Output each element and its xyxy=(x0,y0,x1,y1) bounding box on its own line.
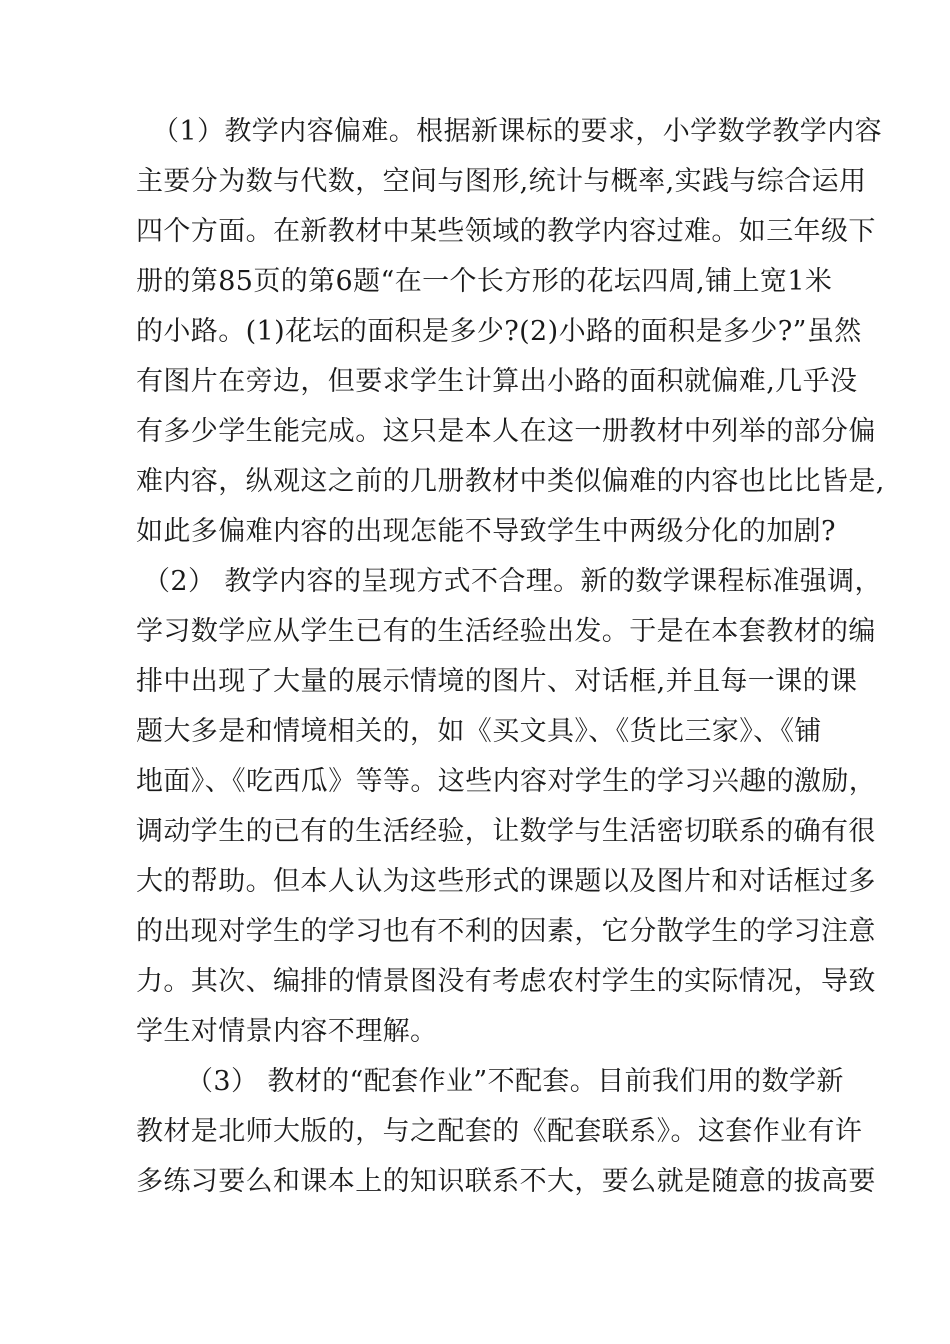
text-line-2: 主要分为数与代数，空间与图形,统计与概率,实践与综合运用 xyxy=(136,166,867,197)
text-line-4: 册的第85页的第6题“在一个长方形的花坛四周,铺上宽1米 xyxy=(136,266,833,297)
text-line-9: 如此多偏难内容的出现怎能不导致学生中两级分化的加剧? xyxy=(136,516,836,547)
text-line-22: 多练习要么和课本上的知识联系不大，要么就是随意的拔高要 xyxy=(136,1166,876,1197)
text-line-3: 四个方面。在新教材中某些领域的教学内容过难。如三年级下 xyxy=(136,216,876,247)
text-line-19: 学生对情景内容不理解。 xyxy=(136,1016,438,1047)
text-line-16: 大的帮助。但本人认为这些形式的课题以及图片和对话框过多 xyxy=(136,866,876,897)
text-line-6: 有图片在旁边，但要求学生计算出小路的面积就偏难,几乎没 xyxy=(136,366,858,397)
text-line-21: 教材是北师大版的，与之配套的《配套联系》。这套作业有许 xyxy=(136,1116,863,1147)
text-line-7: 有多少学生能完成。这只是本人在这一册教材中列举的部分偏 xyxy=(136,416,876,447)
text-line-14: 地面》、《吃西瓜》等等。这些内容对学生的学习兴趣的激励， xyxy=(136,766,877,797)
text-line-1: （1）教学内容偏难。根据新课标的要求，小学数学教学内容 xyxy=(152,116,882,147)
text-line-15: 调动学生的已有的生活经验，让数学与生活密切联系的确有很 xyxy=(136,816,876,847)
text-line-5: 的小路。(1)花坛的面积是多少?(2)小路的面积是多少?”虽然 xyxy=(136,316,862,347)
text-line-13: 题大多是和情境相关的，如《买文具》、《货比三家》、《铺 xyxy=(136,716,822,747)
text-line-18: 力。其次、编排的情景图没有考虑农村学生的实际情况，导致 xyxy=(136,966,876,997)
text-line-8: 难内容，纵观这之前的几册教材中类似偏难的内容也比比皆是, xyxy=(136,466,885,497)
text-line-11: 学习数学应从学生已有的生活经验出发。于是在本套教材的编 xyxy=(136,616,876,647)
text-line-12: 排中出现了大量的展示情境的图片、对话框,并且每一课的课 xyxy=(136,666,858,697)
text-line-17: 的出现对学生的学习也有不利的因素，它分散学生的学习注意 xyxy=(136,916,876,947)
text-line-10: （2） 教学内容的呈现方式不合理。新的数学课程标准强调， xyxy=(143,566,882,597)
text-line-20: （3） 教材的“配套作业”不配套。目前我们用的数学新 xyxy=(186,1066,844,1097)
